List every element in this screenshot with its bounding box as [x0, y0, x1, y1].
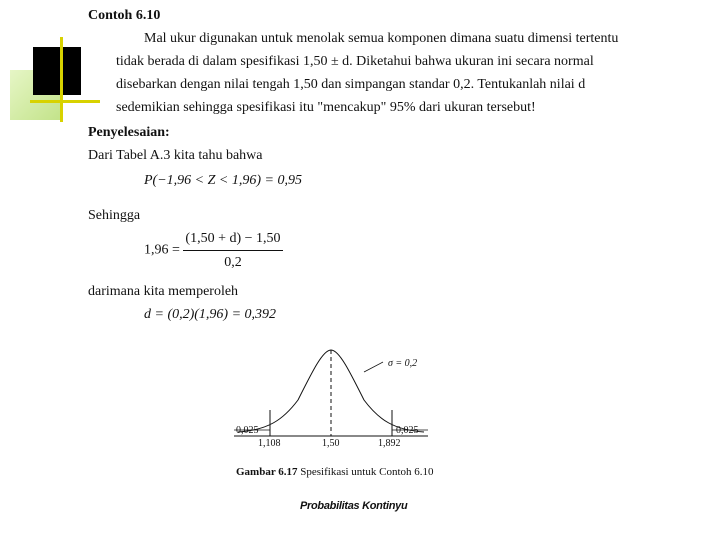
fraction-numerator: (1,50 + d) − 1,50: [183, 227, 282, 251]
equation-fraction: [144, 227, 584, 274]
sehingga-label: Sehingga: [88, 208, 141, 223]
fraction: [183, 227, 282, 274]
figure-caption: [236, 466, 434, 478]
right-tail-area: 0,025: [396, 425, 419, 436]
x-tick-upper: 1,892: [378, 438, 401, 449]
figure-caption-number: Gambar 6.17: [236, 466, 298, 478]
problem-statement: [88, 27, 619, 119]
decor-vertical-line: [60, 37, 63, 122]
problem-line-4: sedemikian sehingga spesifikasi itu "mencakup" 95% dari ukuran tersebut!: [116, 100, 536, 115]
fraction-lhs: 1,96 =: [144, 242, 180, 258]
normal-curve-figure: [228, 340, 458, 480]
solution-heading: Penyelesaian:: [88, 125, 170, 140]
decor-black-square: [33, 47, 81, 95]
equation-result: d = (0,2)(1,96) = 0,392: [144, 307, 277, 322]
darimana-label: darimana kita memperoleh: [88, 284, 239, 299]
sigma-label: σ = 0,2: [388, 358, 418, 369]
example-title: Contoh 6.10: [88, 8, 161, 23]
document-page: [88, 4, 619, 326]
figure-caption-text: Spesifikasi untuk Contoh 6.10: [300, 466, 434, 478]
x-tick-lower: 1,108: [258, 438, 281, 449]
footer-title: Probabilitas Kontinyu: [300, 500, 408, 512]
table-reference: Dari Tabel A.3 kita tahu bahwa: [88, 148, 263, 163]
fraction-denominator: 0,2: [224, 255, 242, 270]
problem-line-1: Mal ukur digunakan untuk menolak semua komponen dimana suatu dimensi tertentu: [144, 31, 619, 46]
equation-probability: P(−1,96 < Z < 1,96) = 0,95: [144, 173, 302, 188]
left-tail-area: 0,025: [236, 425, 259, 436]
x-tick-mean: 1,50: [322, 438, 340, 449]
problem-line-2: tidak berada di dalam spesifikasi 1,50 ± d. Diketahui bahwa ukuran ini secara normal: [116, 54, 594, 69]
problem-line-3: disebarkan dengan nilai tengah 1,50 dan simpangan standar 0,2. Tentukanlah nilai d: [116, 77, 586, 92]
